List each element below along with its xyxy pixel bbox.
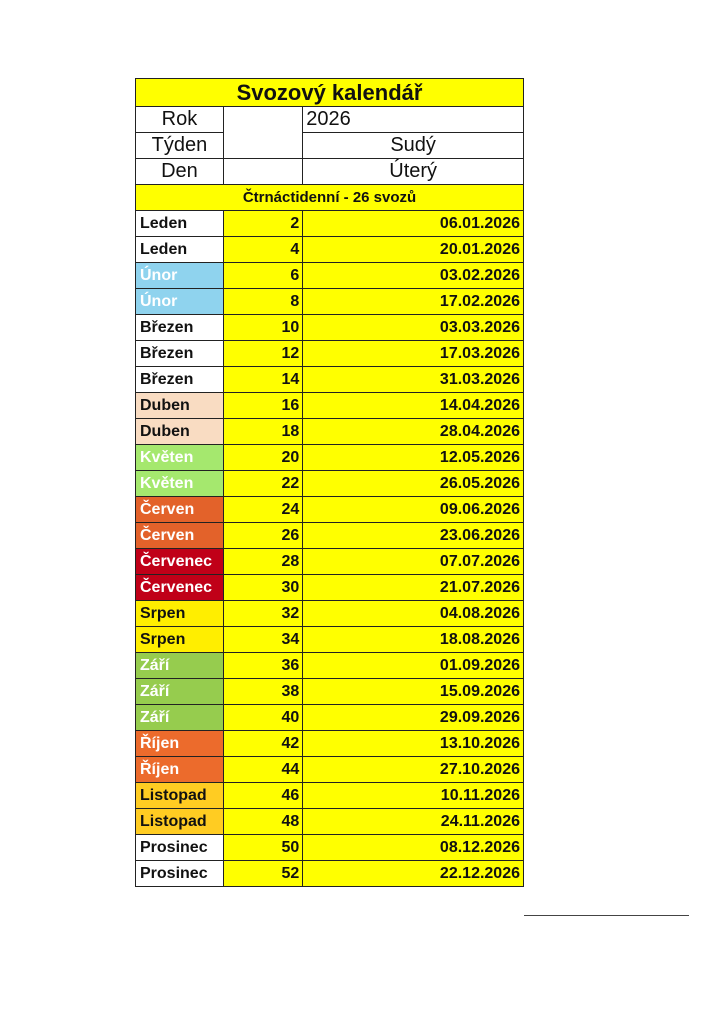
date-cell: 08.12.2026 [303,835,524,861]
week-number-cell: 12 [223,341,302,367]
week-number-cell: 24 [223,497,302,523]
table-row [136,367,524,393]
month-cell: Únor [136,289,224,315]
month-cell: Říjen [136,757,224,783]
week-number-cell: 44 [223,757,302,783]
date-cell: 06.01.2026 [303,211,524,237]
table-row [136,835,524,861]
subtitle-row [136,185,524,211]
table-row [136,861,524,887]
date-cell: 13.10.2026 [303,731,524,757]
date-cell: 24.11.2026 [303,809,524,835]
table-row [136,731,524,757]
week-number-cell: 2 [223,211,302,237]
table-row [136,575,524,601]
year-label: Rok [136,107,224,133]
date-cell: 22.12.2026 [303,861,524,887]
date-cell: 14.04.2026 [303,393,524,419]
week-number-cell: 38 [223,679,302,705]
year-value: 2026 [303,107,524,133]
week-number-cell: 20 [223,445,302,471]
week-number-cell: 30 [223,575,302,601]
week-number-cell: 8 [223,289,302,315]
month-cell: Březen [136,367,224,393]
week-number-cell: 34 [223,627,302,653]
table-row [136,419,524,445]
week-number-cell: 18 [223,419,302,445]
week-number-cell: 40 [223,705,302,731]
month-cell: Listopad [136,783,224,809]
date-cell: 21.07.2026 [303,575,524,601]
table-row [136,601,524,627]
month-cell: Září [136,679,224,705]
month-cell: Prosinec [136,835,224,861]
month-cell: Březen [136,315,224,341]
date-cell: 27.10.2026 [303,757,524,783]
month-cell: Leden [136,211,224,237]
date-cell: 01.09.2026 [303,653,524,679]
calendar-title: Svozový kalendář [136,79,524,107]
table-row [136,445,524,471]
table-row [136,263,524,289]
table-row [136,393,524,419]
month-cell: Srpen [136,601,224,627]
week-number-cell: 32 [223,601,302,627]
week-number-cell: 14 [223,367,302,393]
week-number-cell: 48 [223,809,302,835]
week-value: Sudý [303,133,524,159]
table-row [136,809,524,835]
month-cell: Prosinec [136,861,224,887]
table-row [136,237,524,263]
date-cell: 03.02.2026 [303,263,524,289]
date-cell: 29.09.2026 [303,705,524,731]
date-cell: 28.04.2026 [303,419,524,445]
header-blank-cell-2 [223,159,302,185]
table-row [136,705,524,731]
table-row [136,549,524,575]
day-row [136,159,524,185]
week-number-cell: 26 [223,523,302,549]
table-row [136,211,524,237]
month-cell: Únor [136,263,224,289]
date-cell: 26.05.2026 [303,471,524,497]
month-cell: Duben [136,419,224,445]
calendar-subtitle: Čtrnáctidenní - 26 svozů [136,185,524,211]
month-cell: Listopad [136,809,224,835]
week-number-cell: 16 [223,393,302,419]
date-cell: 10.11.2026 [303,783,524,809]
table-row [136,471,524,497]
week-number-cell: 4 [223,237,302,263]
table-row [136,757,524,783]
date-cell: 31.03.2026 [303,367,524,393]
month-cell: Září [136,705,224,731]
week-number-cell: 6 [223,263,302,289]
collection-calendar-table [135,78,524,887]
week-label: Týden [136,133,224,159]
week-number-cell: 46 [223,783,302,809]
week-number-cell: 50 [223,835,302,861]
date-cell: 17.02.2026 [303,289,524,315]
week-number-cell: 52 [223,861,302,887]
date-cell: 03.03.2026 [303,315,524,341]
bottom-divider-line [524,915,689,916]
month-cell: Květen [136,445,224,471]
table-row [136,523,524,549]
month-cell: Červenec [136,549,224,575]
month-cell: Březen [136,341,224,367]
month-cell: Září [136,653,224,679]
month-cell: Duben [136,393,224,419]
month-cell: Červen [136,523,224,549]
month-cell: Leden [136,237,224,263]
table-row [136,497,524,523]
month-cell: Červenec [136,575,224,601]
table-row [136,315,524,341]
year-row [136,107,524,133]
week-number-cell: 22 [223,471,302,497]
collection-calendar-sheet [135,78,524,887]
week-row [136,133,524,159]
week-number-cell: 36 [223,653,302,679]
month-cell: Červen [136,497,224,523]
month-cell: Srpen [136,627,224,653]
day-label: Den [136,159,224,185]
date-cell: 15.09.2026 [303,679,524,705]
date-cell: 04.08.2026 [303,601,524,627]
week-number-cell: 42 [223,731,302,757]
title-row [136,79,524,107]
date-cell: 09.06.2026 [303,497,524,523]
table-row [136,783,524,809]
week-number-cell: 10 [223,315,302,341]
month-cell: Květen [136,471,224,497]
month-cell: Říjen [136,731,224,757]
date-cell: 23.06.2026 [303,523,524,549]
date-cell: 18.08.2026 [303,627,524,653]
table-row [136,627,524,653]
table-row [136,341,524,367]
week-number-cell: 28 [223,549,302,575]
table-row [136,653,524,679]
day-value: Úterý [303,159,524,185]
table-row [136,679,524,705]
header-blank-cell [223,107,302,159]
date-cell: 07.07.2026 [303,549,524,575]
table-row [136,289,524,315]
date-cell: 12.05.2026 [303,445,524,471]
date-cell: 17.03.2026 [303,341,524,367]
date-cell: 20.01.2026 [303,237,524,263]
